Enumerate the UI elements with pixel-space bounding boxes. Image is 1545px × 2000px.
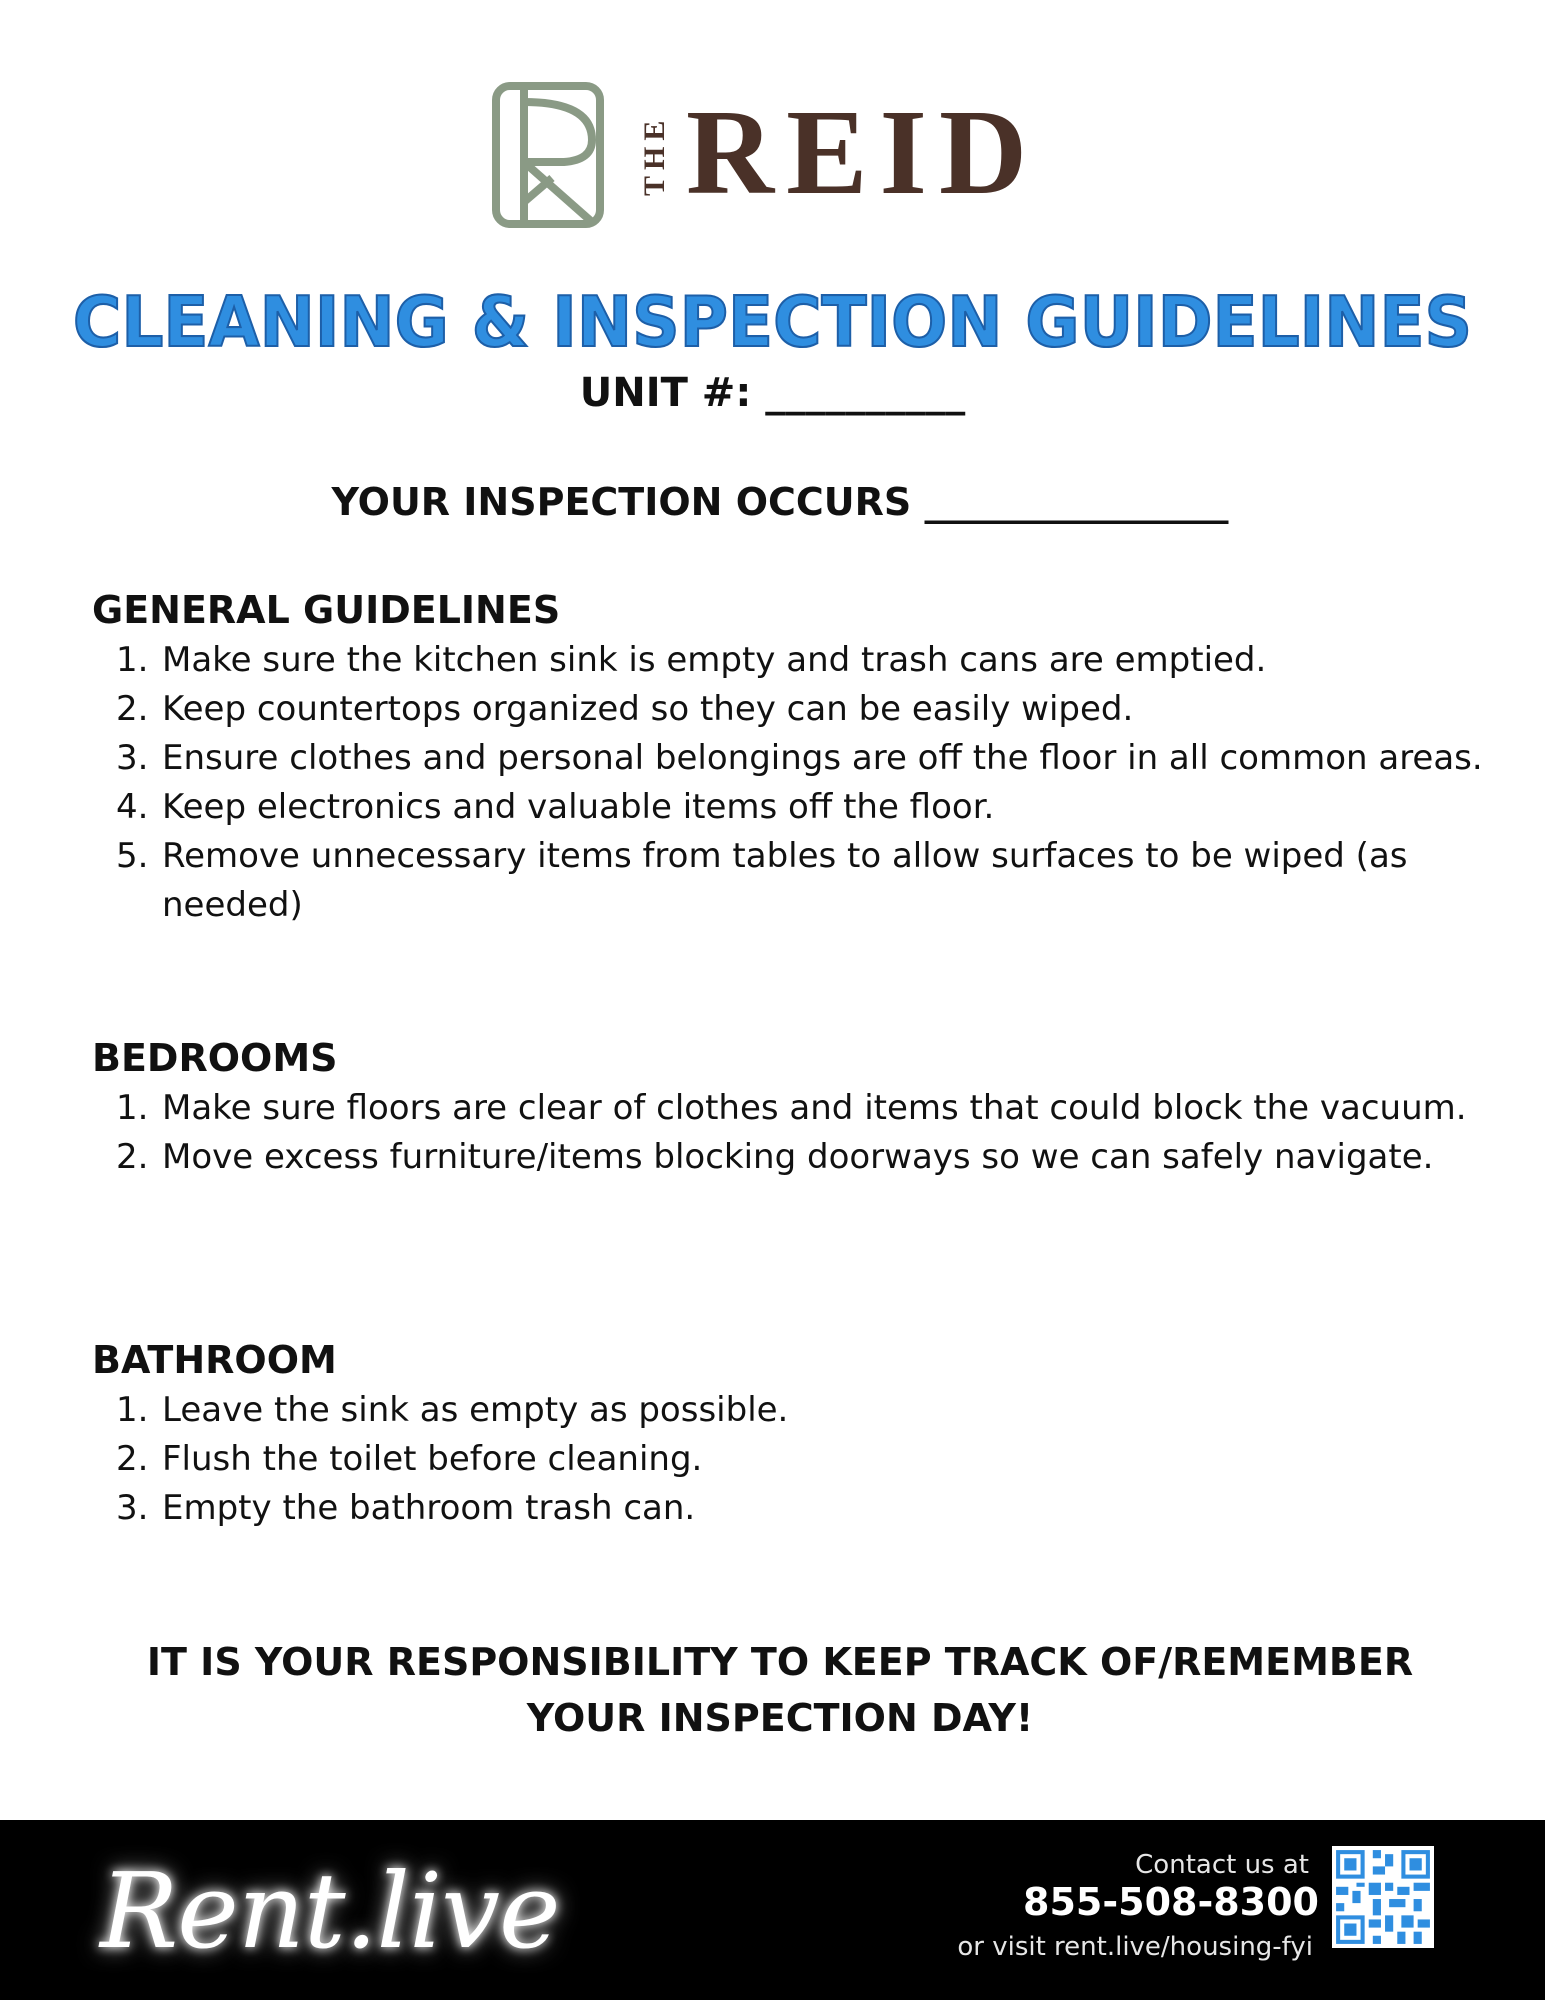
list-item (92, 734, 1492, 783)
list-item (92, 783, 1492, 832)
item-number: 3. (116, 738, 149, 778)
reid-monogram-icon (492, 82, 604, 228)
item-number: 5. (116, 836, 149, 876)
item-text: Remove unnecessary items from tables to allow surfaces to be wiped (as needed) (162, 836, 1408, 925)
list-item (92, 1133, 1492, 1182)
unit-number-line: UNIT #: __________ (579, 370, 966, 416)
item-text: Keep countertops organized so they can be easily wiped. (162, 689, 1134, 729)
item-number: 2. (116, 1439, 149, 1479)
logo-wordmark: REID (686, 85, 1040, 220)
item-text: Make sure floors are clear of clothes and items that could block the vacuum. (162, 1088, 1467, 1128)
list-item (92, 1084, 1492, 1133)
list-item (92, 1386, 1492, 1435)
list-item (92, 1435, 1492, 1484)
bathroom-section (92, 1334, 1492, 1533)
item-text: Move excess furniture/items blocking doorways so we can safely navigate. (162, 1137, 1434, 1177)
item-number: 1. (116, 1088, 149, 1128)
contact-label: Contact us at (1135, 1850, 1309, 1880)
contact-phone[interactable]: 855-508-8300 (1023, 1880, 1319, 1924)
list-item (92, 685, 1492, 734)
general-guidelines-section (92, 584, 1492, 930)
logo-prefix-wrap (638, 114, 678, 286)
rentlive-logo: Rent.live (100, 1850, 560, 1972)
item-number: 1. (116, 1390, 149, 1430)
responsibility-notice: IT IS YOUR RESPONSIBILITY TO KEEP TRACK OF/REMEMBER YOUR INSPECTION DAY! (146, 1640, 1414, 1740)
item-number: 4. (116, 787, 149, 827)
inspection-date-line: YOUR INSPECTION OCCURS ________________ (331, 480, 1229, 524)
item-number: 2. (116, 689, 149, 729)
item-text: Ensure clothes and personal belongings are off the floor in all common areas. (162, 738, 1483, 778)
item-text: Leave the sink as empty as possible. (162, 1390, 789, 1430)
section-heading: BEDROOMS (92, 1036, 338, 1080)
list-item (92, 832, 1492, 930)
item-text: Flush the toilet before cleaning. (162, 1439, 703, 1479)
guideline-list (92, 1084, 1492, 1182)
section-heading: BATHROOM (92, 1338, 337, 1382)
contact-url[interactable]: or visit rent.live/housing-fyi (957, 1932, 1313, 1962)
item-text: Keep electronics and valuable items off the floor. (162, 787, 995, 827)
section-heading: GENERAL GUIDELINES (92, 588, 561, 632)
footer-bar (0, 1820, 1545, 2000)
item-number: 1. (116, 640, 149, 680)
qr-code-icon[interactable] (1332, 1846, 1434, 1948)
list-item (92, 1484, 1492, 1533)
page-title: CLEANING & INSPECTION GUIDELINES (72, 282, 1473, 363)
bedrooms-section (92, 1032, 1492, 1182)
guideline-list (92, 1386, 1492, 1533)
item-text: Empty the bathroom trash can. (162, 1488, 696, 1528)
item-number: 3. (116, 1488, 149, 1528)
item-text: Make sure the kitchen sink is empty and trash cans are emptied. (162, 640, 1267, 680)
logo-prefix: THE (638, 114, 671, 196)
guideline-list (92, 636, 1492, 930)
item-number: 2. (116, 1137, 149, 1177)
list-item (92, 636, 1492, 685)
